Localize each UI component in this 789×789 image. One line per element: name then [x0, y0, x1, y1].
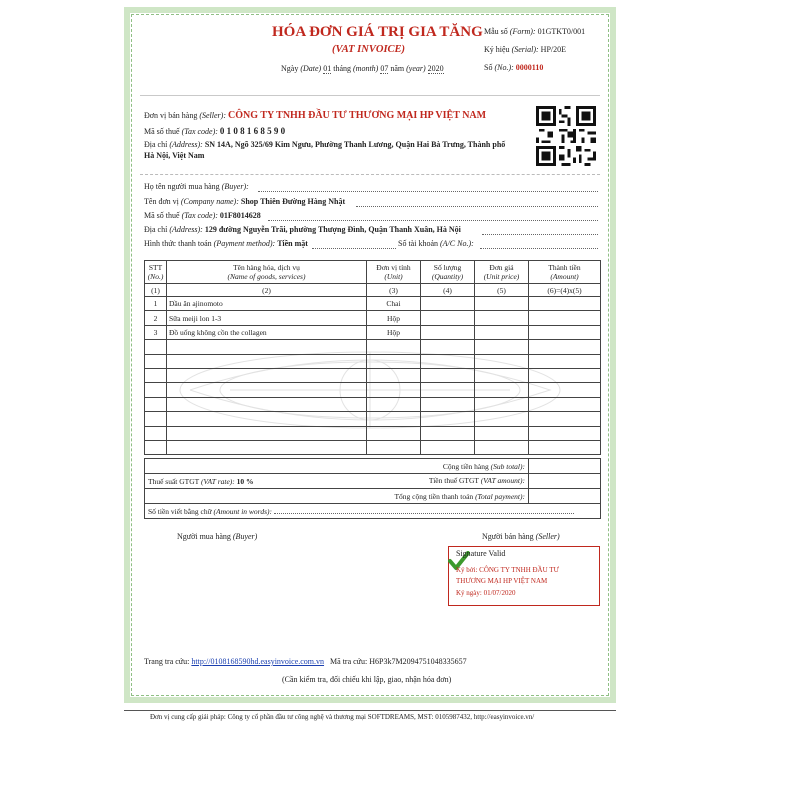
- form-number: [484, 27, 585, 36]
- seller-sign-en: (Seller): [535, 532, 560, 541]
- header-en: (Amount): [550, 272, 579, 281]
- row-no: 1: [145, 297, 167, 311]
- table-row: [145, 311, 601, 325]
- row-amount: [529, 325, 601, 339]
- total-row: [145, 489, 601, 504]
- footer-divider: [124, 710, 616, 711]
- header-vi: Thành tiền: [548, 263, 581, 272]
- seller-address-label: Địa chỉ: [144, 140, 168, 149]
- invoice-subtitle: (VAT INVOICE): [332, 44, 406, 55]
- vat-amount-en: (VAT amount):: [480, 476, 525, 485]
- table-row: [145, 383, 601, 397]
- table-row: [145, 397, 601, 411]
- payment-label: Hình thức thanh toán: [144, 239, 212, 248]
- seller-tax-en: (Tax code):: [181, 127, 218, 136]
- table-row: [145, 412, 601, 426]
- year-label: (year): [406, 64, 426, 73]
- seller-en: (Seller):: [199, 111, 226, 120]
- payment-dotline: [312, 248, 396, 249]
- invoice-title: HÓA ĐƠN GIÁ TRỊ GIA TĂNG: [272, 24, 483, 40]
- address-dotline: [482, 234, 598, 235]
- payment-row: [144, 239, 308, 248]
- words-row: [145, 504, 601, 519]
- date-day: 01: [323, 64, 332, 73]
- company-row: [144, 197, 345, 206]
- buyer-address-label: Địa chỉ: [144, 225, 168, 234]
- header-vi: STT: [148, 263, 163, 272]
- vat-amount-label: Tiền thuế GTGT: [428, 476, 479, 485]
- seller-name-row: [144, 110, 486, 121]
- buyer-row: [144, 182, 249, 191]
- signed-date-row: [456, 589, 516, 597]
- column-number-row: [145, 284, 601, 297]
- seller-name: CÔNG TY TNHH ĐẦU TƯ THƯƠNG MẠI HP VIỆT NAM: [228, 110, 487, 121]
- vat-cell: [145, 474, 529, 489]
- serial-number: [484, 45, 566, 54]
- subtotal-en: (Sub total):: [490, 461, 525, 471]
- buyer-tax-en: (Tax code):: [181, 211, 218, 220]
- seller-address-line2: Hà Nội, Việt Nam: [144, 151, 205, 160]
- date-label: (Date): [300, 64, 322, 73]
- total-en: (Total payment):: [475, 491, 525, 501]
- buyer-label: Họ tên người mua hàng: [144, 182, 220, 191]
- vat-rate: 10 %: [236, 476, 254, 486]
- company-label: Tên đơn vị: [144, 197, 179, 206]
- table-header: [145, 261, 601, 284]
- totals-table: [144, 458, 601, 519]
- table-row: [145, 340, 601, 354]
- row-no: 3: [145, 325, 167, 339]
- row-no: 2: [145, 311, 167, 325]
- signature-valid: Signature Valid: [456, 549, 506, 558]
- header-vi: Đơn giá: [489, 263, 514, 272]
- seller-address-en: (Address):: [169, 140, 203, 149]
- no-en: (No.):: [494, 63, 514, 72]
- header-cell: [421, 261, 475, 284]
- seller-label: Đơn vị bán hàng: [144, 111, 198, 120]
- row-unit: Hộp: [367, 325, 421, 339]
- header-vi: Số lượng: [433, 263, 462, 272]
- row-amount: [529, 297, 601, 311]
- row-qty: [421, 325, 475, 339]
- qr-code-icon: [536, 106, 596, 166]
- payment-method: Tiền mặt: [277, 239, 308, 248]
- vat-row: [145, 474, 601, 489]
- buyer-tax-label: Mã số thuế: [144, 211, 180, 220]
- subtotal-value: [529, 459, 601, 474]
- words-label: Số tiền viết bằng chữ: [148, 506, 212, 516]
- buyer-address: 129 đường Nguyễn Trãi, phường Thượng Đình, Quận Thanh Xuân, Hà Nội: [204, 225, 461, 234]
- col-number: (1): [145, 284, 167, 297]
- serial-en: (Serial):: [511, 45, 539, 54]
- subtotal-label-cell: [145, 459, 529, 474]
- buyer-tax-row: [144, 211, 261, 220]
- header-en: (No.): [147, 272, 164, 281]
- seller-tax-label: Mã số thuế: [144, 127, 180, 136]
- row-name: Sữa meiji lon 1-3: [167, 311, 367, 325]
- vat-rate-en: (VAT rate):: [200, 476, 235, 486]
- header-en: (Name of goods, services): [227, 272, 306, 281]
- table-row: [145, 325, 601, 339]
- vat-amount-value: [529, 474, 601, 489]
- header-en: (Quantity): [431, 272, 464, 281]
- col-number: (4): [421, 284, 475, 297]
- code-label: Mã tra cứu:: [330, 657, 368, 666]
- seller-address-row: [144, 140, 505, 149]
- seller-sign-label: Người bán hàng: [482, 532, 534, 541]
- account-label: Số tài khoản: [398, 239, 438, 248]
- header-cell: [367, 261, 421, 284]
- footer-note: (Cần kiểm tra, đối chiếu khi lập, giao, nhận hóa đơn): [282, 675, 452, 684]
- lookup-link[interactable]: http://0108168590hd.easyinvoice.com.vn: [191, 657, 325, 666]
- date-year: 2020: [427, 64, 444, 73]
- row-name: Dầu ăn ajinomoto: [167, 297, 367, 311]
- buyer-tax-code: 01F8014628: [219, 211, 261, 220]
- header-vi: Tên hàng hóa, dịch vụ: [233, 263, 300, 272]
- header-cell: [475, 261, 529, 284]
- buyer-address-en: (Address):: [169, 225, 203, 234]
- invoice-date: [281, 64, 444, 73]
- table-row: [145, 354, 601, 368]
- table-row: [145, 297, 601, 311]
- form-label: Mẫu số: [484, 27, 508, 36]
- company-name: Shop Thiên Đường Hàng Nhật: [240, 197, 346, 206]
- invoice-number: [484, 63, 543, 72]
- header-cell: [529, 261, 601, 284]
- buyer-dotline: [258, 191, 598, 192]
- signed-by-name1: CÔNG TY TNHH ĐẦU TƯ: [479, 566, 559, 574]
- vat-rate-label: Thuế suất GTGT: [148, 476, 200, 486]
- company-en: (Company name):: [180, 197, 239, 206]
- tax-dotline: [268, 220, 598, 221]
- year-word: năm: [390, 64, 405, 73]
- buyer-address-row: [144, 225, 461, 234]
- col-number: (6)=(4)x(5): [529, 284, 601, 297]
- row-qty: [421, 297, 475, 311]
- table-row: [145, 368, 601, 382]
- lookup-label: Trang tra cứu:: [144, 657, 190, 666]
- date-month: 07: [380, 64, 389, 73]
- table-row: [145, 440, 601, 454]
- seller-tax-row: [144, 126, 285, 136]
- signed-by-label: Ký bởi:: [456, 566, 478, 574]
- form-value: 01GTKT0/001: [537, 27, 586, 36]
- subtotal-row: [145, 459, 601, 474]
- month-word: tháng: [333, 64, 351, 73]
- header-vi: Đơn vị tính: [376, 263, 411, 272]
- seller-address-line1: SN 14A, Ngõ 325/69 Kim Ngưu, Phường Thanh Lương, Quận Hai Bà Trưng, Thành phố: [204, 140, 506, 149]
- lookup-code: H6P3k7M2094751048335657: [369, 657, 467, 666]
- date-prefix: Ngày: [281, 64, 299, 73]
- header-en: (Unit): [384, 272, 403, 281]
- divider: [140, 174, 600, 175]
- serial-label: Ký hiệu: [484, 45, 510, 54]
- serial-value: HP/20E: [540, 45, 567, 54]
- subtotal-label: Cộng tiền hàng: [442, 461, 489, 471]
- row-price: [475, 325, 529, 339]
- buyer-signature-title: [177, 532, 257, 541]
- total-label: Tổng cộng tiền thanh toán: [394, 491, 474, 501]
- row-amount: [529, 311, 601, 325]
- signed-date: 01/07/2020: [483, 589, 516, 597]
- header-en: (Unit price): [483, 272, 520, 281]
- col-number: (3): [367, 284, 421, 297]
- account-en: (A/C No.):: [440, 239, 474, 248]
- seller-tax-code: 0 1 0 8 1 6 8 5 9 0: [219, 126, 286, 136]
- row-price: [475, 311, 529, 325]
- seller-signature-title: [482, 532, 560, 541]
- signed-by-line1: [456, 566, 559, 574]
- row-unit: Chai: [367, 297, 421, 311]
- buyer-sign-en: (Buyer): [232, 532, 258, 541]
- payment-en: (Payment method):: [213, 239, 276, 248]
- buyer-en: (Buyer):: [221, 182, 249, 191]
- words-en: (Amount in words):: [213, 506, 272, 516]
- items-table: [144, 260, 601, 455]
- col-number: (2): [167, 284, 367, 297]
- provider-info: Đơn vị cung cấp giải pháp: Công ty cổ phần đầu tư công nghệ và thương mại SOFTDREAMS, MST: 0105987432, http://easyinvoice.vn/: [150, 713, 535, 721]
- account-row: [398, 239, 474, 248]
- month-label: (month): [353, 64, 379, 73]
- divider: [140, 95, 600, 96]
- words-cell: [145, 504, 601, 519]
- row-price: [475, 297, 529, 311]
- header-cell: [145, 261, 167, 284]
- signed-by-name2: THƯƠNG MẠI HP VIỆT NAM: [456, 577, 548, 585]
- header-cell: [167, 261, 367, 284]
- form-en: (Form):: [509, 27, 536, 36]
- company-dotline: [356, 206, 598, 207]
- col-number: (5): [475, 284, 529, 297]
- row-name: Đồ uống không cồn the collagen: [167, 325, 367, 339]
- table-row: [145, 426, 601, 440]
- no-label: Số: [484, 63, 493, 72]
- signed-date-label: Ký ngày:: [456, 589, 482, 597]
- buyer-sign-label: Người mua hàng: [177, 532, 231, 541]
- total-label-cell: [145, 489, 529, 504]
- no-value: 0000110: [515, 63, 544, 72]
- account-dotline: [480, 248, 598, 249]
- lookup-row: [144, 657, 467, 666]
- total-value: [529, 489, 601, 504]
- row-unit: Hộp: [367, 311, 421, 325]
- row-qty: [421, 311, 475, 325]
